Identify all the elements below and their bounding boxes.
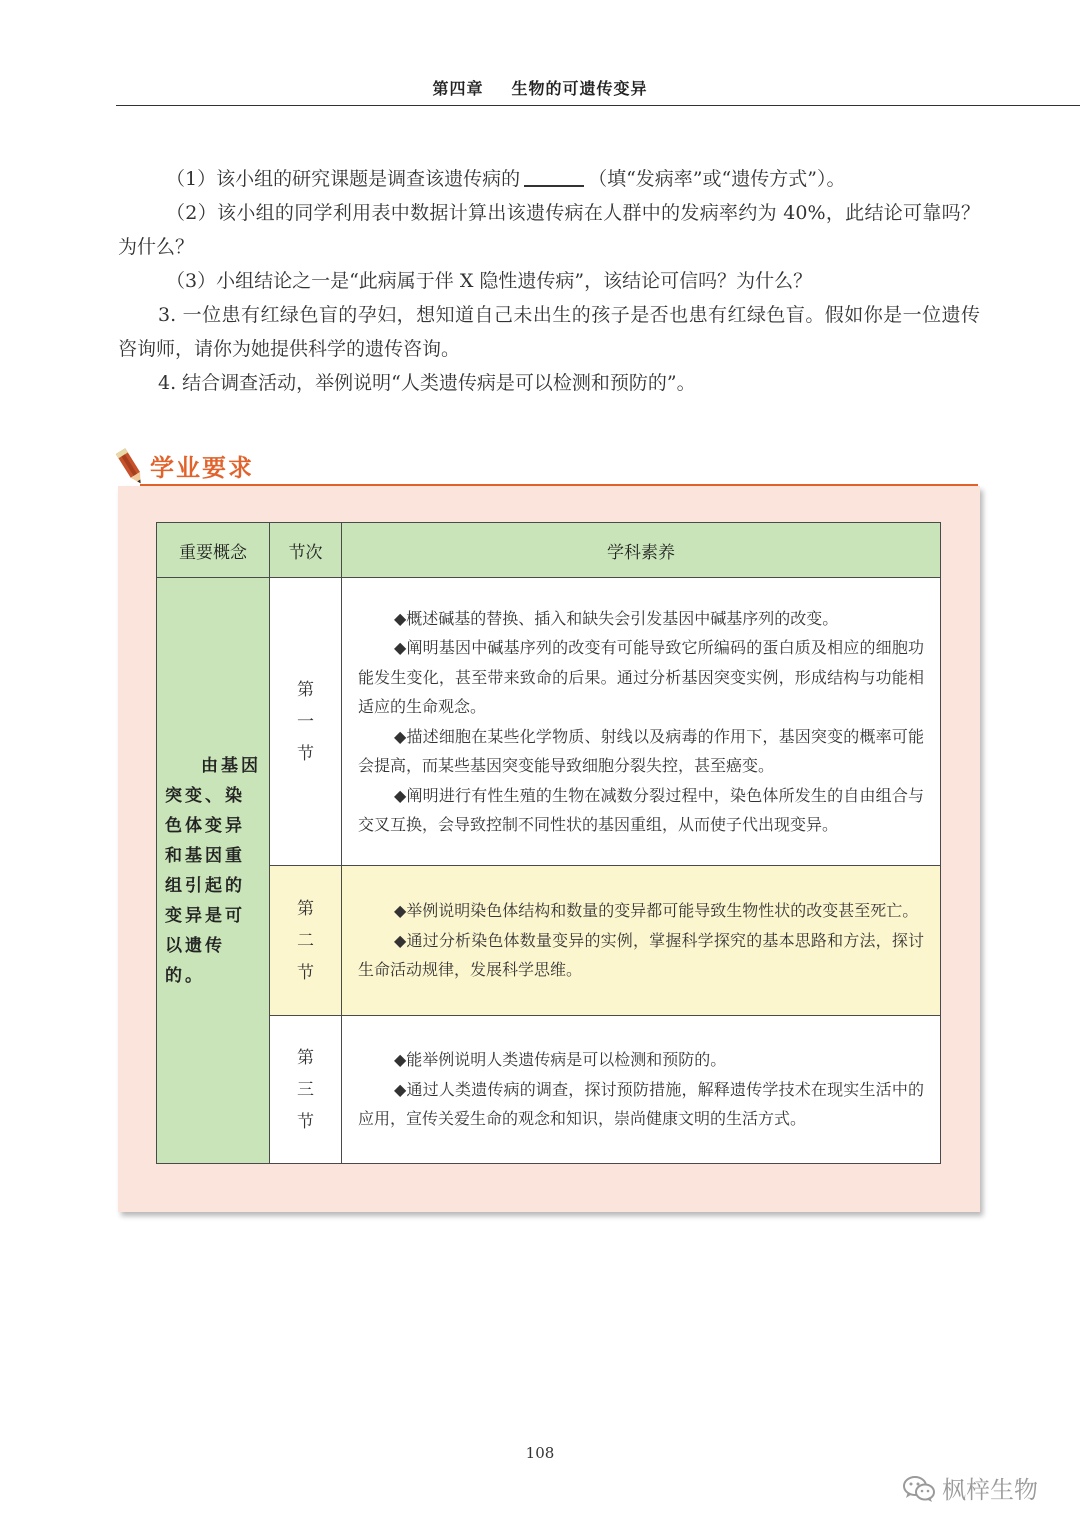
question-3: （3）小组结论之一是“此病属于伴 X 隐性遗传病”，该结论可信吗？为什么？ <box>166 270 813 292</box>
question-5: 4. 结合调查活动，举例说明“人类遗传病是可以检测和预防的”。 <box>158 372 696 394</box>
question-1-text: （1）该小组的研究课题是调查该遗传病的 <box>166 168 521 190</box>
chapter-number: 第四章 <box>432 79 484 98</box>
section-cell <box>270 1016 342 1164</box>
literacy-item: ◆概述碱基的替换、插入和缺失会引发基因中碱基序列的改变。 <box>394 608 839 628</box>
requirements-table <box>156 522 941 1164</box>
header-concept: 重要概念 <box>157 523 270 578</box>
question-4: 3. 一位患有红绿色盲的孕妇，想知道自己未出生的孩子是否也患有红绿色盲。假如你是一位遗传咨询师，请你为她提供科学的遗传咨询。 <box>118 304 980 360</box>
concept-cell <box>157 578 270 1164</box>
chapter-title: 生物的可遗传变异 <box>511 79 648 98</box>
fill-blank <box>524 165 584 187</box>
literacy-item: ◆能举例说明人类遗传病是可以检测和预防的。 <box>394 1050 727 1070</box>
literacy-cell <box>342 578 941 866</box>
section-char: 三 <box>297 1079 314 1100</box>
watermark-text: 枫梓生物 <box>942 1476 1038 1504</box>
section-char: 二 <box>297 930 314 951</box>
section-cell <box>270 866 342 1016</box>
literacy-item: ◆举例说明染色体结构和数量的变异都可能导致生物性状的改变甚至死亡。 <box>394 901 919 921</box>
question-list <box>118 162 980 400</box>
section-char: 第 <box>297 679 314 700</box>
literacy-item: ◆阐明进行有性生殖的生物在减数分裂过程中，染色体所发生的自由组合与交叉互换，会导致控制不同性状的基因重组，从而使子代出现变异。 <box>358 785 924 834</box>
section-char: 节 <box>297 1111 314 1132</box>
literacy-item: ◆通过分析染色体数量变异的实例，掌握科学探究的基本思路和方法，探讨生命活动规律，发展科学思维。 <box>358 930 924 980</box>
literacy-item: ◆描述细胞在某些化学物质、射线以及病毒的作用下，基因突变的概率可能会提高，而某些基因突变能导致细胞分裂失控，甚至癌变。 <box>358 726 924 775</box>
question-1-text-end: （填“发病率”或“遗传方式”）。 <box>588 168 846 190</box>
table-row <box>157 866 941 1016</box>
pencil-icon <box>114 446 148 488</box>
table-row <box>157 1016 941 1164</box>
section-char: 一 <box>297 711 314 732</box>
page-number: 108 <box>525 1444 555 1462</box>
header-rule <box>116 105 1080 106</box>
section-char: 节 <box>297 962 314 983</box>
table-header-row <box>157 523 941 578</box>
section-char: 节 <box>297 743 314 764</box>
question-2: （2）该小组的同学利用表中数据计算出该遗传病在人群中的发病率约为 40%，此结论可靠吗？为什么？ <box>118 202 980 258</box>
concept-text: 由基因突变、染色体变异和基因重组引起的变异是可以遗传的。 <box>165 755 261 986</box>
literacy-item: ◆通过人类遗传病的调查，探讨预防措施，解释遗传学技术在现实生活中的应用，宣传关爱生命的观念和知识，崇尚健康文明的生活方式。 <box>358 1079 924 1129</box>
literacy-cell <box>342 1016 941 1164</box>
header-section: 节次 <box>270 523 342 578</box>
question-1 <box>118 162 980 196</box>
literacy-item: ◆阐明基因中碱基序列的改变有可能导致它所编码的蛋白质及相应的细胞功能发生变化，甚至带来致命的后果。通过分析基因突变实例，形成结构与功能相适应的生命观念。 <box>358 638 924 716</box>
section-title: 学业要求 <box>150 454 254 482</box>
wechat-icon <box>902 1475 936 1503</box>
table-row <box>157 578 941 866</box>
watermark <box>902 1470 1038 1505</box>
running-header <box>0 76 1080 99</box>
literacy-cell <box>342 866 941 1016</box>
header-literacy: 学科素养 <box>342 523 941 578</box>
section-cell <box>270 578 342 866</box>
section-char: 第 <box>297 1047 314 1068</box>
section-char: 第 <box>297 898 314 919</box>
